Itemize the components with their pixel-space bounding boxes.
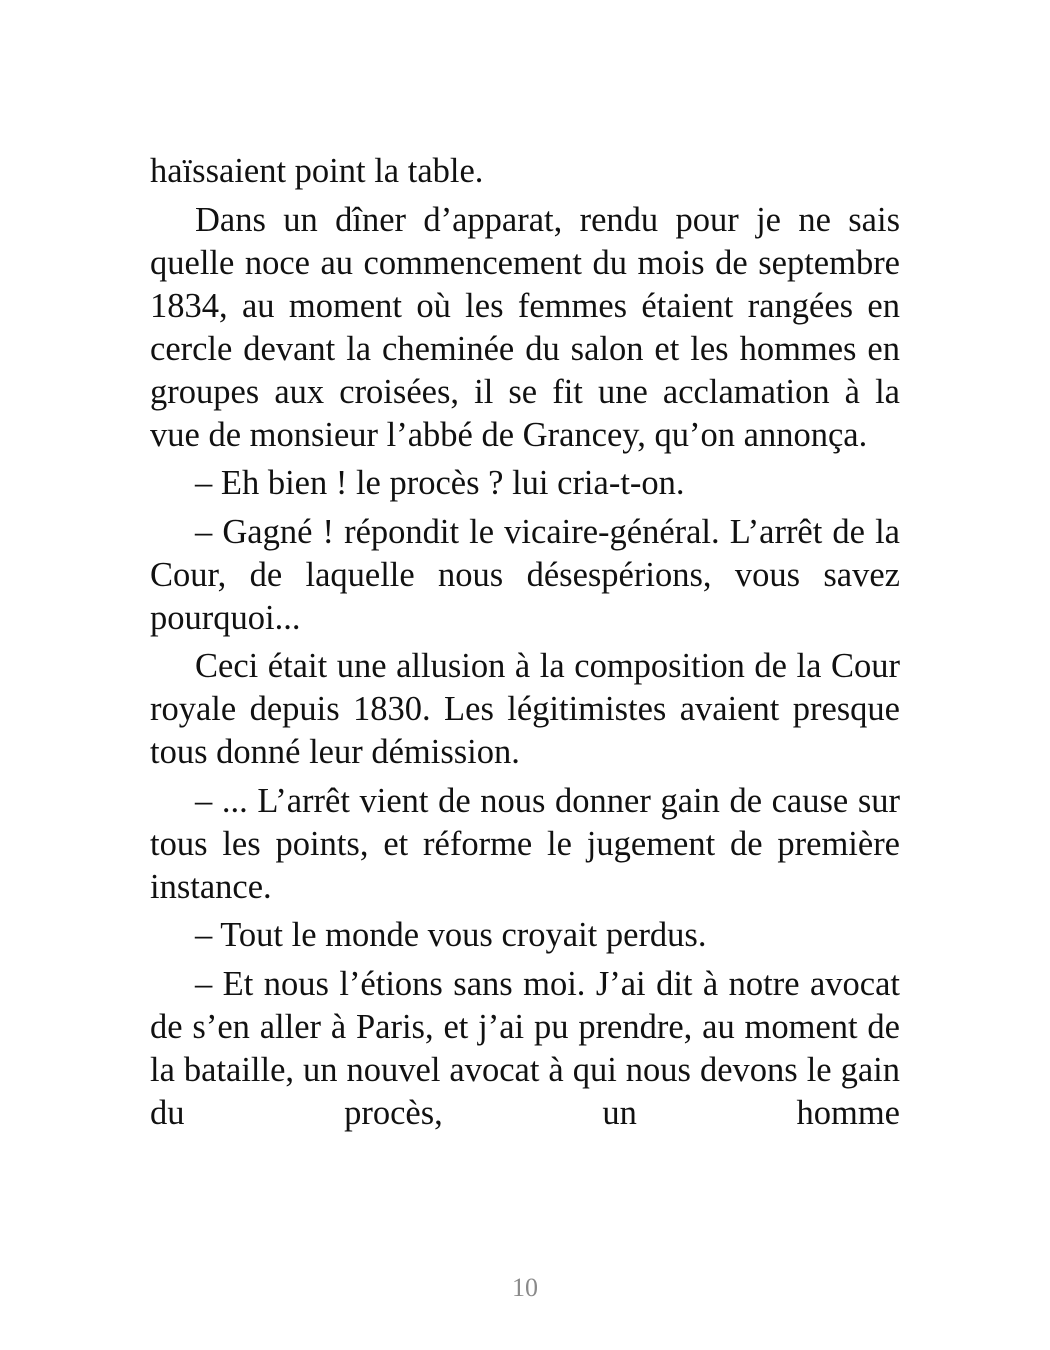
paragraph: Ceci était une allusion à la composition de la Cour royale depuis 1830. Les légitimistes avaient presque tous donné leur démission. — [150, 647, 900, 771]
paragraph: Dans un dîner d’apparat, rendu pour je ne sais quelle noce au commencement du mois de septembre 1834, au moment où les femmes étaient rangées en cercle devant la cheminée du salon et les hommes en groupes aux croisées, il se fit une acclamation à la vue de monsieur l’abbé de Grancey, qu’on annonça. — [150, 200, 900, 454]
paragraph: – ... L’arrêt vient de nous donner gain de cause sur tous les points, et réforme le jugement de première instance. — [150, 781, 900, 906]
paragraph: – Gagné ! répondit le vicaire-général. L’arrêt de la Cour, de laquelle nous désespérions, vous savez pourquoi... — [150, 512, 900, 637]
page-body — [150, 150, 900, 1140]
paragraph: – Tout le monde vous croyait perdus. — [195, 916, 707, 954]
paragraph: – Eh bien ! le procès ? lui cria-t-on. — [195, 464, 685, 502]
page-number: 10 — [512, 1273, 538, 1302]
paragraph: – Et nous l’étions sans moi. J’ai dit à notre avocat de s’en aller à Paris, et j’ai pu prendre, au moment de la bataille, un nouvel avocat à qui nous devons le gain du procès, un homme — [150, 964, 900, 1132]
paragraph: haïssaient point la table. — [150, 152, 484, 190]
